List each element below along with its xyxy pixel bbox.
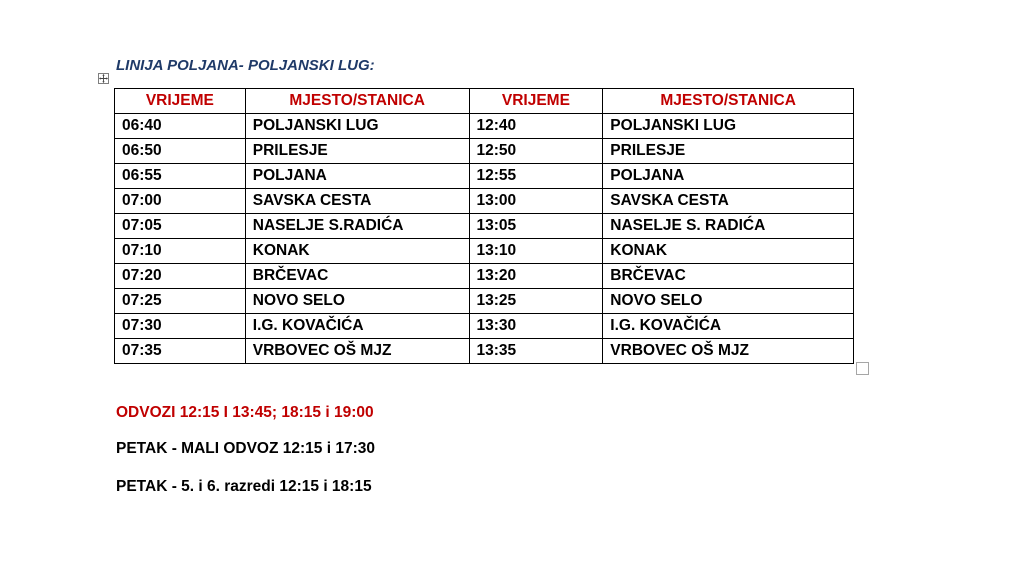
- header-station-morning: MJESTO/STANICA: [245, 89, 469, 114]
- odvozi-note: ODVOZI 12:15 I 13:45; 18:15 i 19:00: [116, 404, 374, 421]
- time-morning-cell: 07:20: [115, 264, 246, 289]
- station-afternoon-cell: POLJANA: [603, 164, 854, 189]
- station-afternoon-cell: NASELJE S. RADIĆA: [603, 214, 854, 239]
- header-station-afternoon: MJESTO/STANICA: [603, 89, 854, 114]
- table-row: [115, 189, 854, 214]
- petak-razredi-note: PETAK - 5. i 6. razredi 12:15 i 18:15: [116, 478, 372, 495]
- header-time-morning: VRIJEME: [115, 89, 246, 114]
- station-morning-cell: SAVSKA CESTA: [245, 189, 469, 214]
- station-afternoon-cell: BRČEVAC: [603, 264, 854, 289]
- time-afternoon-cell: 13:20: [469, 264, 603, 289]
- table-move-handle-icon[interactable]: [98, 73, 109, 84]
- table-resize-handle[interactable]: [856, 362, 869, 375]
- station-afternoon-cell: VRBOVEC OŠ MJZ: [603, 339, 854, 364]
- time-afternoon-cell: 13:35: [469, 339, 603, 364]
- station-morning-cell: POLJANA: [245, 164, 469, 189]
- table-row: [115, 289, 854, 314]
- table-row: [115, 264, 854, 289]
- time-morning-cell: 07:10: [115, 239, 246, 264]
- time-morning-cell: 06:40: [115, 114, 246, 139]
- header-time-afternoon: VRIJEME: [469, 89, 603, 114]
- table-row: [115, 114, 854, 139]
- time-afternoon-cell: 13:10: [469, 239, 603, 264]
- station-morning-cell: KONAK: [245, 239, 469, 264]
- document-title: LINIJA POLJANA- POLJANSKI LUG:: [116, 57, 375, 74]
- station-morning-cell: PRILESJE: [245, 139, 469, 164]
- station-afternoon-cell: I.G. KOVAČIĆA: [603, 314, 854, 339]
- time-morning-cell: 07:05: [115, 214, 246, 239]
- time-afternoon-cell: 13:25: [469, 289, 603, 314]
- time-morning-cell: 07:25: [115, 289, 246, 314]
- table-row: [115, 239, 854, 264]
- time-afternoon-cell: 12:40: [469, 114, 603, 139]
- time-morning-cell: 07:30: [115, 314, 246, 339]
- station-afternoon-cell: KONAK: [603, 239, 854, 264]
- table-row: [115, 339, 854, 364]
- station-morning-cell: NASELJE S.RADIĆA: [245, 214, 469, 239]
- station-afternoon-cell: SAVSKA CESTA: [603, 189, 854, 214]
- time-morning-cell: 07:00: [115, 189, 246, 214]
- table-row: [115, 214, 854, 239]
- table-row: [115, 139, 854, 164]
- time-morning-cell: 07:35: [115, 339, 246, 364]
- table-row: [115, 164, 854, 189]
- station-morning-cell: POLJANSKI LUG: [245, 114, 469, 139]
- station-afternoon-cell: PRILESJE: [603, 139, 854, 164]
- time-afternoon-cell: 13:05: [469, 214, 603, 239]
- time-morning-cell: 06:55: [115, 164, 246, 189]
- schedule-table: [114, 88, 854, 364]
- station-morning-cell: I.G. KOVAČIĆA: [245, 314, 469, 339]
- table-row: [115, 314, 854, 339]
- station-afternoon-cell: NOVO SELO: [603, 289, 854, 314]
- time-afternoon-cell: 13:00: [469, 189, 603, 214]
- station-afternoon-cell: POLJANSKI LUG: [603, 114, 854, 139]
- time-afternoon-cell: 12:55: [469, 164, 603, 189]
- time-afternoon-cell: 13:30: [469, 314, 603, 339]
- station-morning-cell: BRČEVAC: [245, 264, 469, 289]
- time-morning-cell: 06:50: [115, 139, 246, 164]
- station-morning-cell: NOVO SELO: [245, 289, 469, 314]
- table-header-row: [115, 89, 854, 114]
- station-morning-cell: VRBOVEC OŠ MJZ: [245, 339, 469, 364]
- time-afternoon-cell: 12:50: [469, 139, 603, 164]
- petak-mali-odvoz-note: PETAK - MALI ODVOZ 12:15 i 17:30: [116, 440, 375, 457]
